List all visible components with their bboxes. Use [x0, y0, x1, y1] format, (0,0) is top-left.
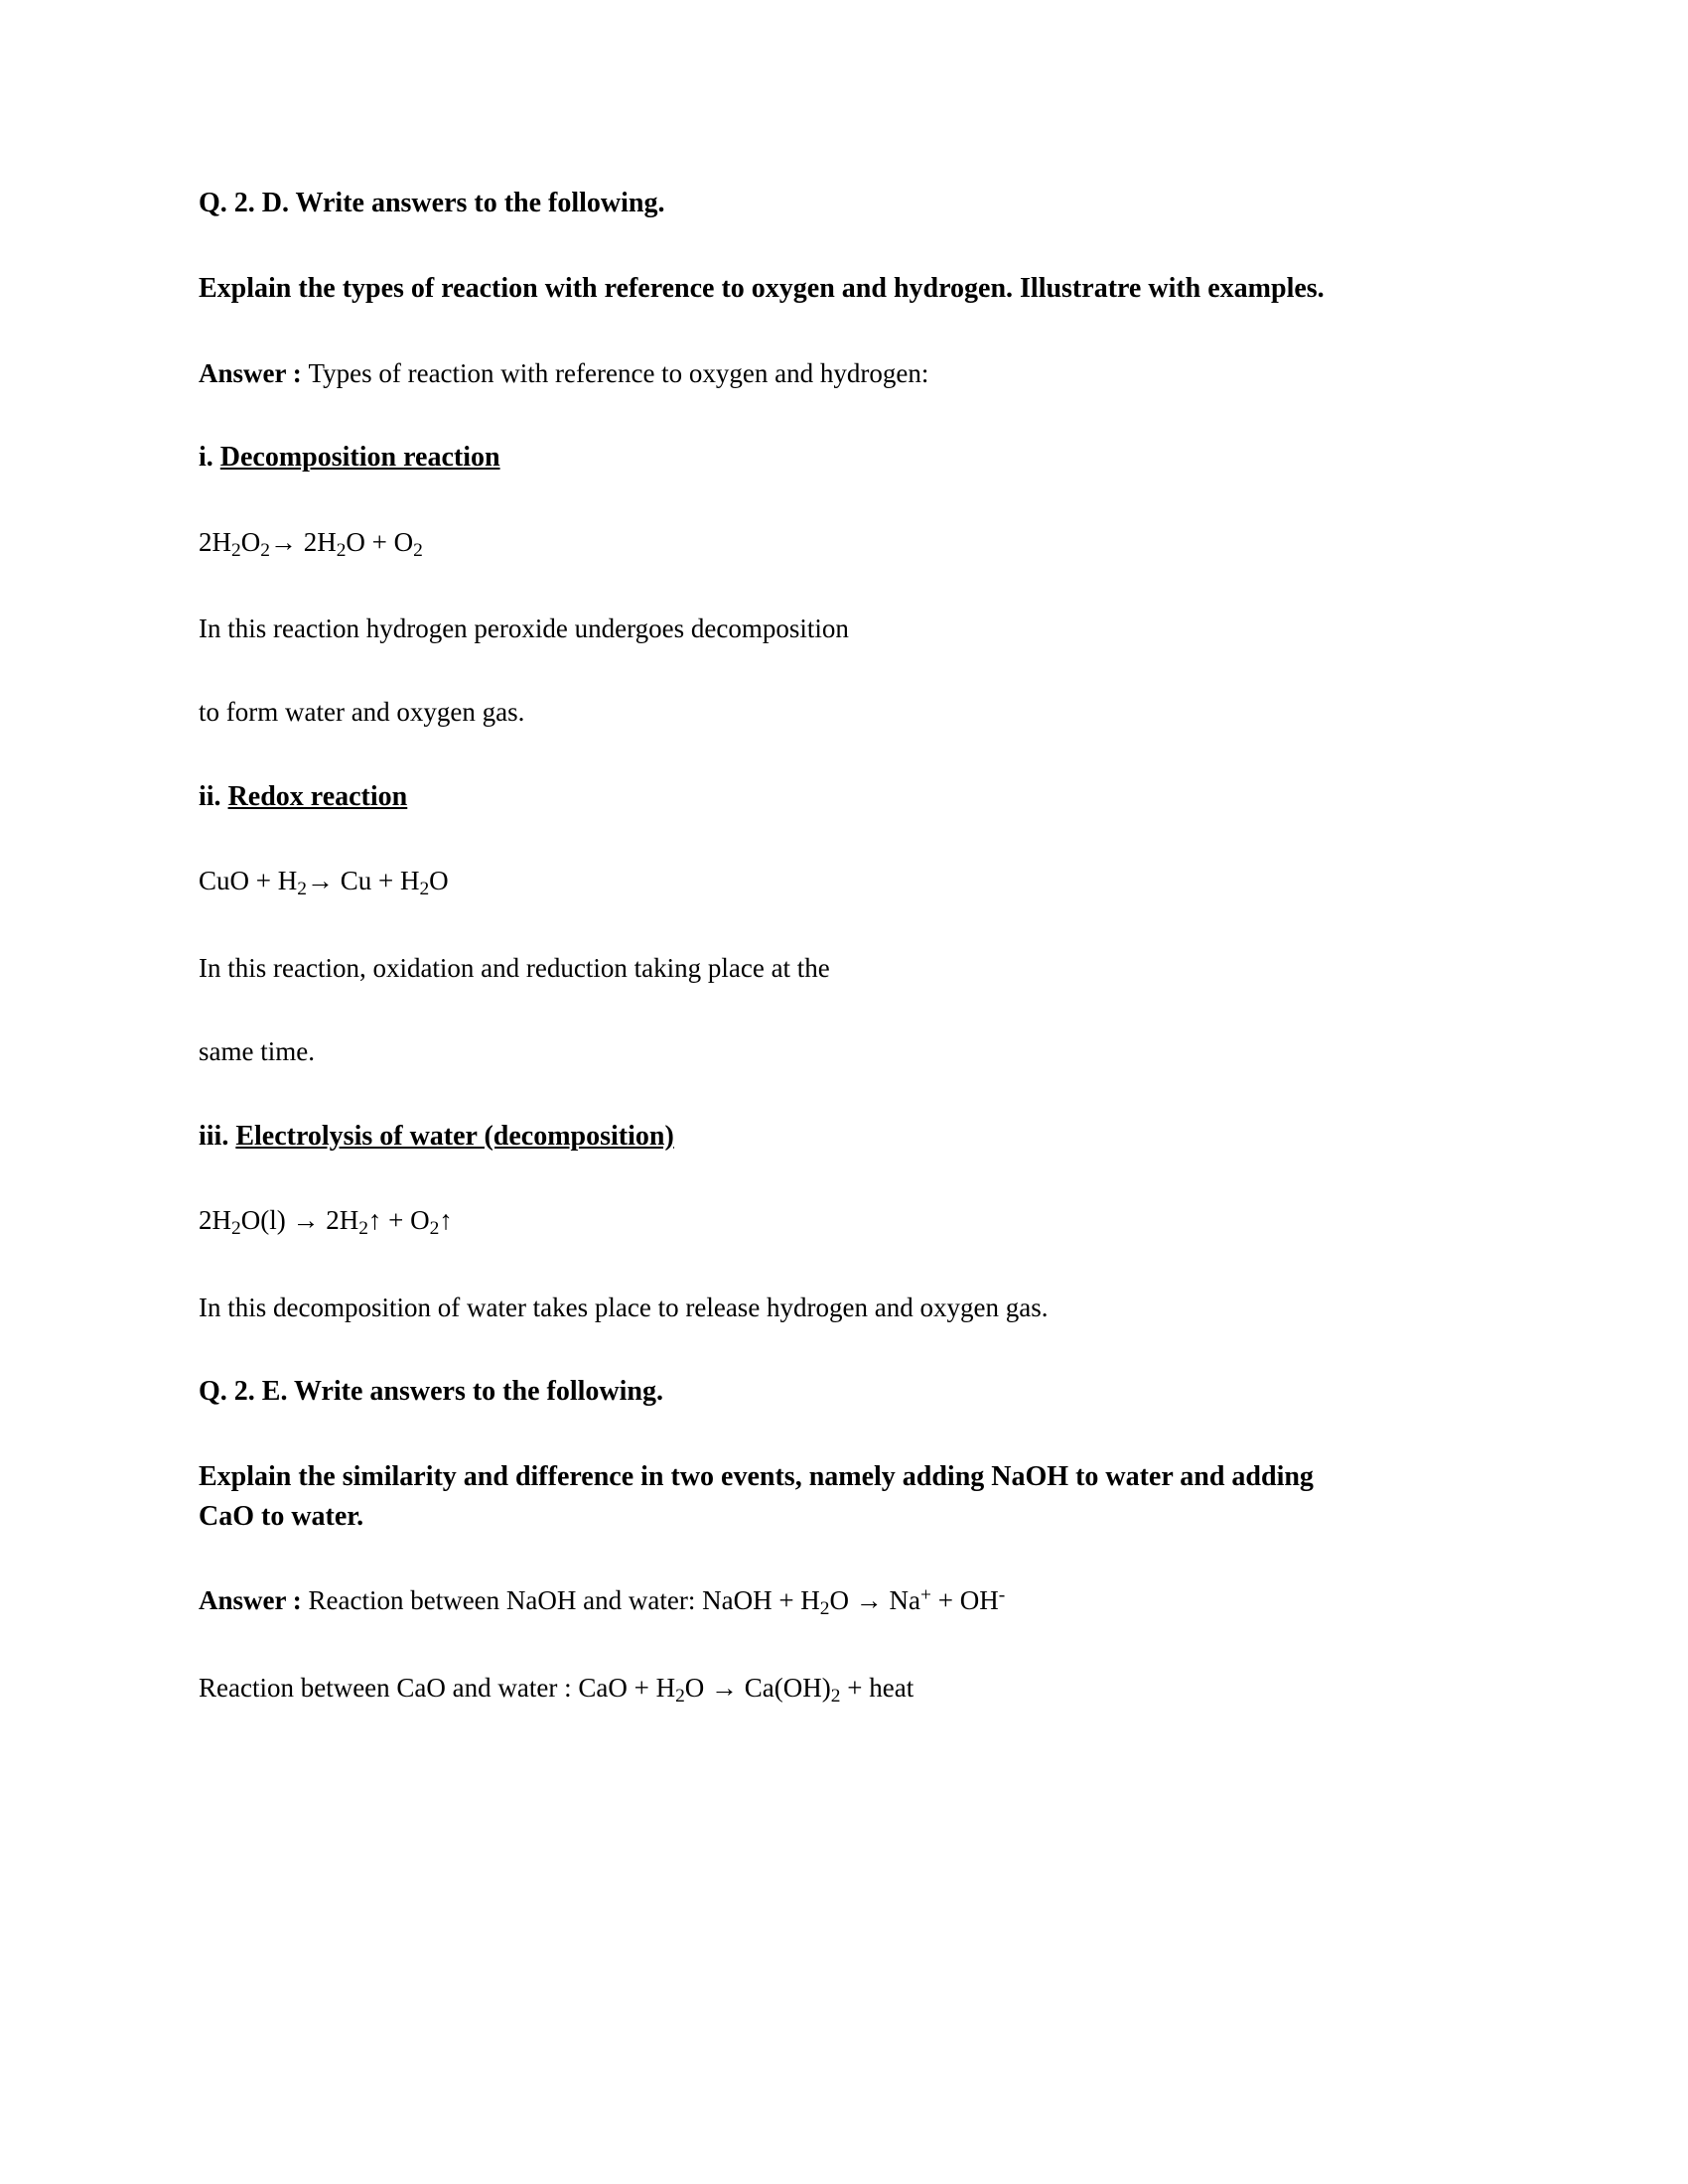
answer-text: Reaction between NaOH and water: NaOH + $H_2O \to Na^+ + OH^-$ — [308, 1584, 1006, 1620]
question-2e-heading: Q. 2. E. Write answers to the following. — [199, 1376, 663, 1408]
subheading-label: Electrolysis of water (decomposition) — [235, 1120, 674, 1152]
subheading-index: ii. — [199, 780, 228, 812]
question-2e-answer-line-1 — [199, 1581, 1440, 1622]
decomposition-explanation-line-1: In this reaction hydrogen peroxide undergoes decomposition — [199, 614, 849, 644]
redox-explanation-line-2: same time. — [199, 1036, 315, 1067]
question-2d-prompt: Explain the types of reaction with reference to oxygen and hydrogen. Illustratre with examples. — [199, 272, 1325, 304]
equation-decomposition: $2H_2O_2\to 2H_2O + O_2$ — [199, 526, 423, 561]
subheading-decomposition-reaction — [199, 438, 1440, 478]
subheading-label: Decomposition reaction — [219, 441, 500, 473]
question-2d-answer-intro — [199, 354, 1440, 392]
electrolysis-explanation: In this decomposition of water takes place to release hydrogen and oxygen gas. — [199, 1292, 1049, 1322]
subheading-label: Redox reaction — [227, 780, 408, 812]
equation-electrolysis: $2H_2O(l)$ → $2H_2↑$ + $O_2↑$ — [199, 1205, 453, 1240]
question-2e-prompt: Explain the similarity and difference in two events, namely adding NaOH to water and adding CaO to water. — [199, 1460, 1314, 1532]
subheading-electrolysis-of-water — [199, 1117, 1440, 1157]
answer-label: Answer : — [199, 1585, 309, 1616]
question-2d-heading: Q. 2. D. Write answers to the following. — [199, 188, 665, 218]
equation-redox: CuO + $H_2\to Cu + H_2O$ — [199, 866, 449, 900]
answer-text: Types of reaction with reference to oxygen and hydrogen: — [308, 357, 929, 388]
redox-explanation-line-1: In this reaction, oxidation and reduction taking place at the — [199, 952, 830, 983]
question-2e-answer-line-2: Reaction between CaO and water : CaO + $H_2O \to Ca(OH)_2$ + heat — [199, 1672, 914, 1706]
decomposition-explanation-line-2: to form water and oxygen gas. — [199, 697, 525, 728]
subheading-redox-reaction — [199, 777, 1440, 817]
answer-label: Answer : — [199, 357, 309, 388]
subheading-index: iii. — [199, 1120, 236, 1152]
subheading-index: i. — [199, 441, 220, 473]
